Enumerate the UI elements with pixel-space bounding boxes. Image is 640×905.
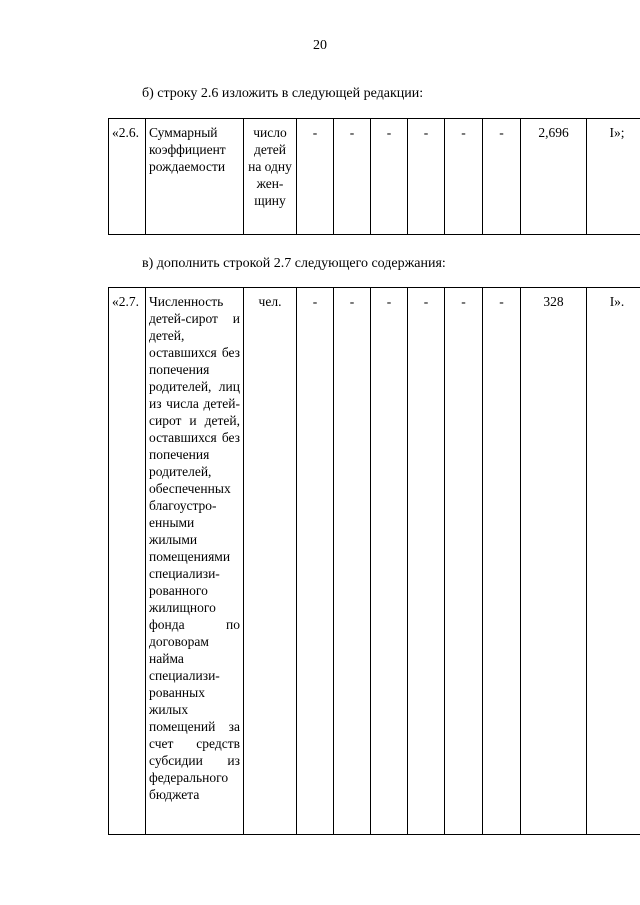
instruction-add-row: в) дополнить строкой 2.7 следующего содержания: (142, 256, 446, 271)
value-cell-6: - (483, 119, 521, 235)
target-value-cell: 2,696 (521, 119, 587, 235)
value-cell-3: - (371, 288, 408, 835)
value-cell-6: - (483, 288, 521, 835)
indicator-name-cell: Суммарный коэффициент рождаемости (146, 119, 244, 235)
value-cell-5: - (445, 119, 483, 235)
unit-cell: число детей на одну жен-щину (244, 119, 297, 235)
value-cell-1: - (297, 288, 334, 835)
value-cell-2: - (334, 119, 371, 235)
table-row-2-7 (108, 287, 640, 835)
table-row-2-6 (108, 118, 640, 235)
row-number-cell: «2.7. (109, 288, 146, 835)
source-cell: I»; (587, 119, 640, 235)
table-row (109, 119, 640, 235)
value-cell-2: - (334, 288, 371, 835)
value-cell-3: - (371, 119, 408, 235)
instruction-replace-row: б) строку 2.6 изложить в следующей редакции: (142, 86, 424, 101)
table-row (109, 288, 640, 835)
value-cell-1: - (297, 119, 334, 235)
target-value-cell: 328 (521, 288, 587, 835)
value-cell-4: - (408, 119, 445, 235)
source-cell: I». (587, 288, 640, 835)
page-number: 20 (313, 38, 327, 53)
indicator-name-cell: Численность детей-сирот и детей, оставшихся без попечения родителей, лиц из числа детей-сирот и детей, оставшихся без попечения родителей, обеспеченных благоустро-енными жилыми помещениями специализи-рованного жилищного фонда по договорам найма специализи-рованных жилых помещений за счет средств субсидии из федерального бюджета (146, 288, 244, 835)
row-number-cell: «2.6. (109, 119, 146, 235)
value-cell-5: - (445, 288, 483, 835)
unit-cell: чел. (244, 288, 297, 835)
value-cell-4: - (408, 288, 445, 835)
